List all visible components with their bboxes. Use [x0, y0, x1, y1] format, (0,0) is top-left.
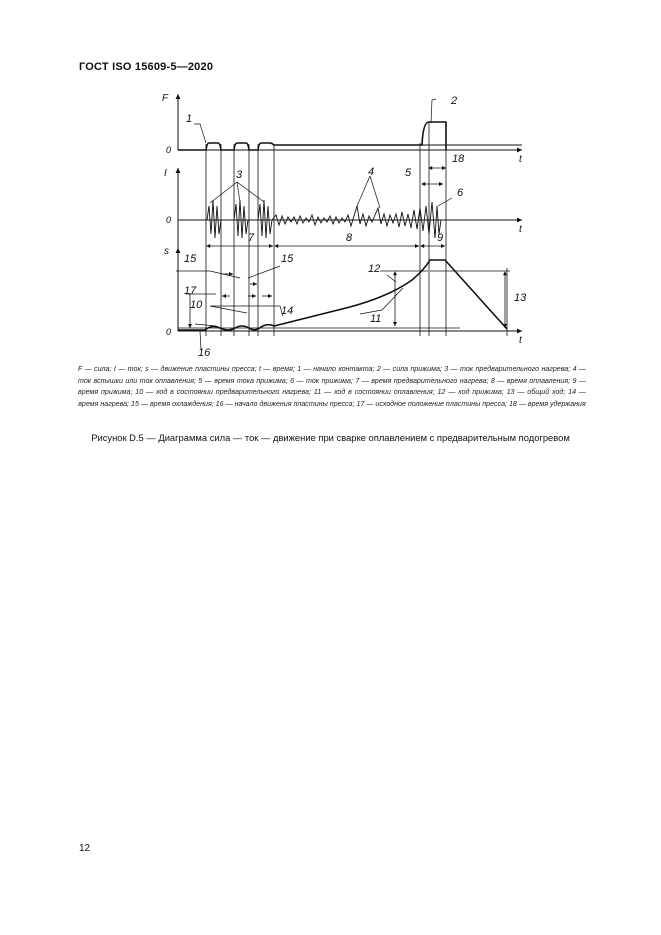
figure-caption: Рисунок D.5 — Диаграмма сила — ток — движение при сварке оплавлением с предварительным подогревом [91, 432, 570, 443]
force-zero-label: 0 [166, 145, 172, 155]
motion-time-label: t [519, 335, 522, 346]
callout-15b: 15 [281, 253, 294, 265]
motion-zero-label: 0 [166, 327, 172, 337]
callout-4: 4 [368, 166, 375, 178]
force-axis-label: F [162, 93, 169, 104]
callout-8: 8 [346, 232, 353, 244]
callout-10: 10 [190, 299, 203, 311]
callout-16: 16 [198, 347, 211, 359]
motion-axis-label: s [164, 246, 169, 257]
figure-legend: F — сила; I — ток; s — движение пластины пресса; t — время; 1 — начало контакта; 2 — сила прижима; 3 — ток предварительного нагрева; 4 — ток вспышки или ток оплавления; 5 — время тока прижима; 6 — ток прижима; 7 — время предварительного нагрева; 8 — время оплавления; 9 — время прижима; 10 — ход в состоянии предварительного нагрева; 11 — ход в состоянии оплавления; 12 — ход прижима; 13 — общий ход; 14 — время нагрева; 15 — время охлаждения; 16 — начало движения пластины пресса; 17 — исходное положение пластины пресса; 18 — время удержания [78, 365, 586, 408]
callout-17: 17 [184, 285, 197, 297]
callout-3: 3 [236, 169, 243, 181]
document-header: ГОСТ ISO 15609-5—2020 [79, 61, 214, 73]
callout-12: 12 [368, 263, 381, 275]
callout-2: 2 [451, 95, 458, 107]
force-current-motion-diagram [150, 88, 540, 363]
callout-18: 18 [452, 153, 465, 165]
callout-15a: 15 [184, 253, 197, 265]
force-curve [178, 122, 446, 150]
current-curve [207, 200, 441, 238]
callout-11: 11 [370, 313, 382, 325]
callout-14: 14 [281, 305, 294, 317]
callout-1: 1 [186, 113, 193, 125]
page-number: 12 [79, 843, 91, 854]
current-axis-label: I [164, 168, 167, 179]
callout-13: 13 [514, 292, 527, 304]
motion-curve [178, 260, 507, 330]
force-time-label: t [519, 154, 522, 165]
callout-5: 5 [405, 167, 412, 179]
current-zero-label: 0 [166, 215, 172, 225]
callout-6: 6 [457, 187, 464, 199]
current-time-label: t [519, 224, 522, 235]
callout-7: 7 [248, 232, 255, 244]
callout-9: 9 [437, 232, 444, 244]
